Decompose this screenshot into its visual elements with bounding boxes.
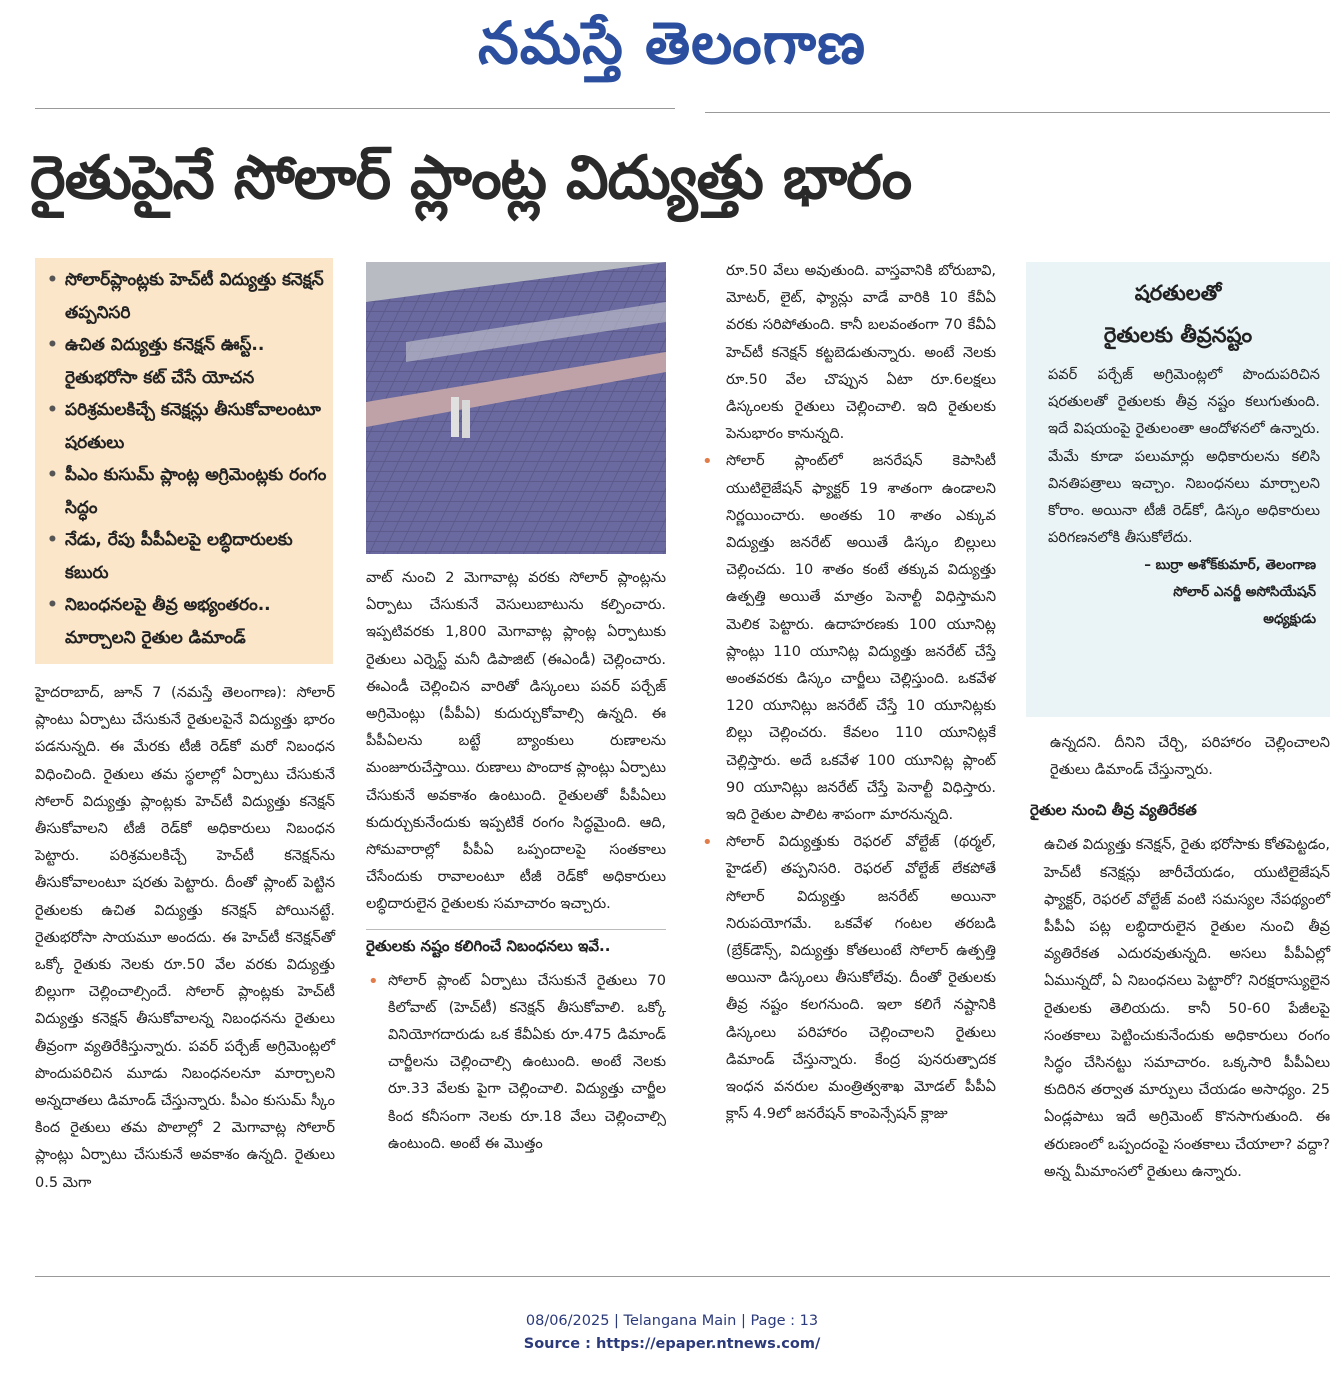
rule-bullet: • సోలార్ ప్లాంట్‌లో జనరేషన్ కెపాసిటీ యుటిలైజేషన్ ఫ్యాక్టర్ 19 శాతంగా ఉండాలని నిర్ణయించారు. అంతకు 10 శాతం ఎక్కువ విద్యుత్తు జనరేట్ అయితే డిస్కం బిల్లులు చెల్లించదు. 10 శాతం కంటే తక్కువ విద్యుత్తు ఉత్పత్తి అయితే మాత్రం పెనాల్టీ విధిస్తామని మెలిక పెట్టారు. ఉదాహరణకు 100 యూనిట్ల ప్లాంట్లు 110 యూనిట్ల విద్యుత్తు జనరేట్ చేస్తే అంతవరకు డిస్కం చార్జీలు చెల్లిస్తుంది. ఒకవేళ 120 యూనిట్లు జనరేట్ చేస్తే 10 యూనిట్లకు బిల్లు చెల్లించరు. కేవలం 110 యూనిట్లకే చెల్లిస్తారు. అదే ఒకవేళ 100 యూనిట్ల ప్లాంట్ 90 యూనిట్లు జనరేట్ చేస్తే పెనాల్టీ విధిస్తారు. ఇది రైతుల పాలిట శాపంగా మారనున్నది. (700, 448, 996, 829)
footer-source-line: Source : https://epaper.ntnews.com/ (523, 1336, 821, 1352)
column-2 (366, 565, 666, 1158)
article-paragraph: హైదరాబాద్, జూన్ 7 (నమస్తే తెలంగాణ): సోలార్ ప్లాంటు ఏర్పాటు చేసుకునే రైతులపైనే విద్యుత్తు భారం పడనున్నది. ఈ మేరకు టీజీ రెడ్‌కో మరో నిబంధన విధించింది. రైతులు తమ స్థలాల్లో ఏర్పాటు చేసుకునే సోలార్ విద్యుత్తు ప్లాంట్లకు హెచ్‌టీ విద్యుత్తు కనెక్షన్ తీసుకోవాలని టీజీ రెడ్‌కో అధికారులు నిబంధన పెట్టారు. పరిశ్రమలకిచ్చే హెచ్‌టీ కనెక్షన్‌ను తీసుకోవాలంటూ షరతు పెట్టారు. దీంతో ప్లాంట్ పెట్టిన రైతులకు ఉచిత విద్యుత్తు కనెక్షన్ పోయినట్టే. రైతుభరోసా సాయమూ అందదు. ఈ హెచ్‌టీ కనెక్షన్‌తో ఒక్కో రైతుకు నెలకు రూ.50 వేల వరకు విద్యుత్తు బిల్లుగా చెల్లించాల్సిందే. సోలార్ ప్లాంట్లకు హెచ్‌టీ విద్యుత్తు కనెక్షన్ తీసుకోవాలన్న నిబంధనను రైతులు తీవ్రంగా వ్యతిరేకిస్తున్నారు. పవర్ పర్చేజ్ అగ్రిమెంట్లలో పొందుపరిచిన మూడు నిబంధనలనూ మార్చాలని అన్నదాతలు డిమాండ్ చేస్తున్నారు. పీఎం కుసుమ్ స్కీం కింద రైతులు తమ పొలాల్లో 2 మెగావాట్ల సోలార్ ప్లాంట్లు ఏర్పాటు చేసుకునే అవకాశం ఉన్నది. రైతులు 0.5 మెగా (35, 685, 335, 1191)
headline: రైతుపైనే సోలార్ ప్లాంట్ల విద్యుత్తు భారం (30, 143, 912, 213)
section-subhead: రైతులకు నష్టం కలిగించే నిబంధనలు ఇవే.. (366, 929, 666, 958)
sidebar-signature: అధ్యక్షుడు (1263, 611, 1316, 628)
highlight-item: • పరిశ్రమలకిచ్చే కనెక్షన్లు తీసుకోవాలంటూ షరతులు (45, 394, 329, 459)
sidebar-signature: సోలార్ ఎనర్జీ అసోసియేషన్ (1173, 584, 1316, 601)
bottom-rule (35, 1276, 1330, 1277)
top-rule-left (35, 108, 675, 109)
highlight-item: • ఉచిత విద్యుత్తు కనెక్షన్ ఊస్ట్.. రైతుభరోసా కట్ చేసే యోచన (45, 329, 329, 394)
footer-date-line: 08/06/2025 | Telangana Main | Page : 13 (525, 1313, 819, 1329)
top-rule-right (705, 112, 1330, 113)
page-footer (0, 1310, 1344, 1356)
column-3 (700, 258, 996, 1129)
highlight-item: • నేడు, రేపు పీపీఏలపై లబ్ధిదారులకు కబురు (45, 524, 329, 589)
column-1 (35, 680, 335, 1197)
solar-panels-photo (366, 262, 666, 554)
highlight-item: • పీఎం కుసుమ్ ప్లాంట్ల అగ్రిమెంట్లకు రంగం సిద్ధం (45, 459, 329, 524)
section-subhead: రైతుల నుంచి తీవ్ర వ్యతిరేకత (1030, 801, 1197, 820)
sidebar-body: పవర్ పర్చేజ్ అగ్రిమెంట్లలో పొందుపరిచిన షరతులతో రైతులకు తీవ్ర నష్టం కలుగుతుంది. ఇదే విషయంపై రైతులంతా ఆందోళనలో ఉన్నారు. మేమే కూడా పలుమార్లు అధికారులను కలిసి వినతిపత్రాలు ఇచ్చాం. నిబంధనలు మార్చాలని కోరాం. అయినా టీజీ రెడ్‌కో, డిస్కం అధికారులు పరిగణనలోకి తీసుకోలేదు. (1048, 367, 1320, 547)
rule-bullet: • సోలార్ ప్లాంట్ ఏర్పాటు చేసుకునే రైతులు 70 కిలోవాట్ (హెచ్‌టీ) కనెక్షన్ తీసుకోవాలి. ఒక్కో వినియోగదారుడు ఒక కేవీఏకు రూ.475 డిమాండ్ చార్జీలను చెల్లించాల్సి ఉంటుంది. అంటే నెలకు రూ.33 వేలకు పైగా చెల్లించాలి. విద్యుత్తు చార్జీల కింద కనీసంగా నెలకు రూ.18 వేలు చెల్లించాల్సి ఉంటుంది. అంటే ఈ మొత్తం (366, 968, 666, 1158)
article-paragraph: రూ.50 వేలు అవుతుంది. వాస్తవానికి బోరుబావి, మోటర్, లైట్, ఫ్యాన్లు వాడే వారికి 10 కేవీఏ వరకు సరిపోతుంది. కానీ బలవంతంగా 70 కేవీఏ హెచ్‌టీ కనెక్షన్ కట్టబెడుతున్నారు. అంటే నెలకు రూ.50 వేల చొప్పున ఏటా రూ.6లక్షలు డిస్కంలకు రైతులు చెల్లించాలి. ఇది రైతులకు పెనుభారం కానున్నది. (726, 263, 996, 443)
article-paragraph: ఉచిత విద్యుత్తు కనెక్షన్, రైతు భరోసాకు కోతపెట్టడం, హెచ్‌టీ కనెక్షన్లు జారీచేయడం, యుటిలైజేషన్ ఫ్యాక్టర్, రెఫరల్ వోల్టేజ్ వంటి సమస్యల నేపథ్యంలో పీపీఏ పట్ల లబ్ధిదారులైన రైతుల నుంచి తీవ్ర వ్యతిరేకత ఎదురవుతున్నది. అసలు పీపీఏల్లో ఏమున్నదో, ఏ నిబంధనలు పెట్టారో? నిరక్షరాస్యులైన రైతులకు తెలియదు. కానీ 50-60 పేజీలపై సంతకాలు పెట్టించుకునేందుకు అధికారులు రంగం సిద్ధం చేసినట్టు సమాచారం. ఒక్కసారి పీపీఏలు కుదిరిన తర్వాత మార్పులు చేయడం అసాధ్యం. 25 ఏండ్లపాటు ఇదే అగ్రిమెంట్ కొనసాగుతుంది. ఈ తరుణంలో ఒప్పందంపై సంతకాలు చేయాలా? వద్దా? అన్న మీమాంసలో రైతులు ఉన్నారు. (1044, 837, 1330, 1180)
masthead: నమస్తే తెలంగాణ (478, 9, 866, 77)
column-4 (1030, 730, 1330, 1186)
highlight-item: • నిబంధనలపై తీవ్ర అభ్యంతరం.. మార్చాలని రైతుల డిమాండ్ (45, 589, 329, 654)
highlights-box (35, 258, 333, 664)
article-paragraph: వాట్ నుంచి 2 మెగావాట్ల వరకు సోలార్ ప్లాంట్లను ఏర్పాటు చేసుకునే వెసులుబాటును కల్పించారు. ఇప్పటివరకు 1,800 మెగావాట్ల ప్లాంట్ల ఏర్పాటుకు రైతులు ఎర్నెస్ట్ మనీ డిపాజిట్ (ఈఎండీ) చెల్లించారు. ఈఎండీ చెల్లించిన వారితో డిస్కంలు పవర్ పర్చేజ్ అగ్రిమెంట్లు (పీపీఏ) కుదుర్చుకోవాల్సి ఉన్నది. ఈ పీపీఏలను బట్టే బ్యాంకులు రుణాలను మంజూరుచేస్తాయి. రుణాలు పొందాక ప్లాంట్లు ఏర్పాటు చేసుకునే అవకాశం ఉంటుంది. రైతులతో పీపీఏలు కుదుర్చుకునేందుకు ఇప్పటికే రంగం సిద్ధమైంది. ఆది, సోమవారాల్లో పీపీఏ ఒప్పందాలపై సంతకాలు చేసేందుకు రావాలంటూ టీజీ రెడ్‌కో అధికారులు లబ్ధిదారులైన రైతులకు సమాచారం ఇచ్చారు. (366, 570, 666, 913)
sidebar-title: షరతులతో (1134, 281, 1222, 305)
highlight-item: • సోలార్‌ప్లాంట్లకు హెచ్‌టీ విద్యుత్తు కనెక్షన్ తప్పనిసరి (45, 264, 329, 329)
sidebar-signature: – బుర్రా అశోక్‌కుమార్, తెలంగాణ (1144, 557, 1316, 574)
quote-sidebar (1026, 262, 1330, 717)
sidebar-title: రైతులకు తీవ్రనష్టం (1103, 323, 1253, 347)
rule-bullet: • సోలార్ విద్యుత్తుకు రెఫరల్ వోల్టేజ్ (థర్మల్, హైడల్) తప్పనిసరి. రెఫరల్ వోల్టేజ్ లేకపోతే సోలార్ విద్యుత్తు జనరేట్ అయినా నిరుపయోగమే. ఒకవేళ గంటల తరబడి (బ్రేక్‌డౌన్స్, విద్యుత్తు కోతలుంటే సోలార్ ఉత్పత్తి అయినా డిస్కంలు తీసుకోలేవు. దీంతో రైతులకు తీవ్ర నష్టం కలగనుంది. ఇలా కలిగే నష్టానికి డిస్కంలు పరిహారం చెల్లించాలని రైతులు డిమాండ్ చేస్తున్నారు. కేంద్ర పునరుత్పాదక ఇంధన వనరుల మంత్రిత్వశాఖ మోడల్ పీపీఏ క్లాస్ 4.9లో జనరేషన్ కాంపెన్సేషన్ క్లాజు (700, 829, 996, 1128)
article-paragraph: ఉన్నదని. దీనిని చేర్చి, పరిహారం చెల్లించాలని రైతులు డిమాండ్ చేస్తున్నారు. (1050, 735, 1330, 779)
